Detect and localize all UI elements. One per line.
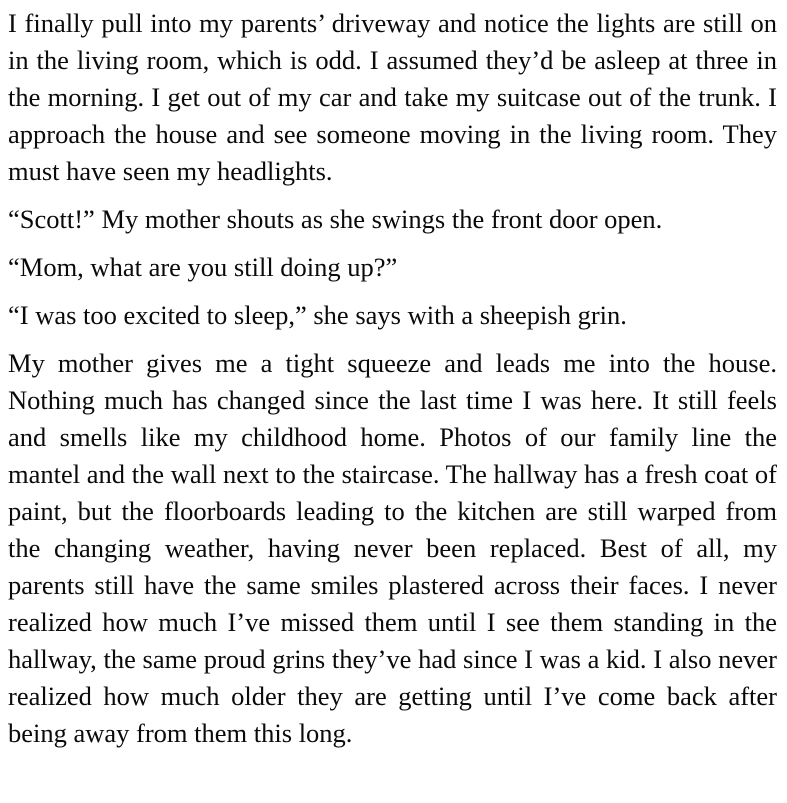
paragraph-dialogue-scott-question: “Mom, what are you still doing up?” [8,252,398,282]
paragraph-dialogue-mother-shout: “Scott!” My mother shouts as she swings the front door open. [8,204,663,234]
paragraph-narrative-arrival: I finally pull into my parents’ driveway and notice the lights are still on in the living room, which is odd. I assumed they’d be asleep at three in the morning. I get out of my car and take my suitcase out of the trunk. I approach the house and see someone moving in the living room. They must have seen my headlights. [8,8,777,186]
document-page [0,5,787,803]
paragraph-dialogue-mother-reply: “I was too excited to sleep,” she says with a sheepish grin. [8,300,627,330]
paragraph-narrative-inside-house: My mother gives me a tight squeeze and leads me into the house. Nothing much has changed since the last time I was here. It still feels and smells like my childhood home. Photos of our family line the mantel and the wall next to the staircase. The hallway has a fresh coat of paint, but the floorboards leading to the kitchen are still warped from the changing weather, having never been replaced. Best of all, my parents still have the same smiles plastered across their faces. I never realized how much I’ve missed them until I see them standing in the hallway, the same proud grins they’ve had since I was a kid. I also never realized how much older they are getting until I’ve come back after being away from them this long. [8,348,777,748]
body-text-container [8,5,777,752]
